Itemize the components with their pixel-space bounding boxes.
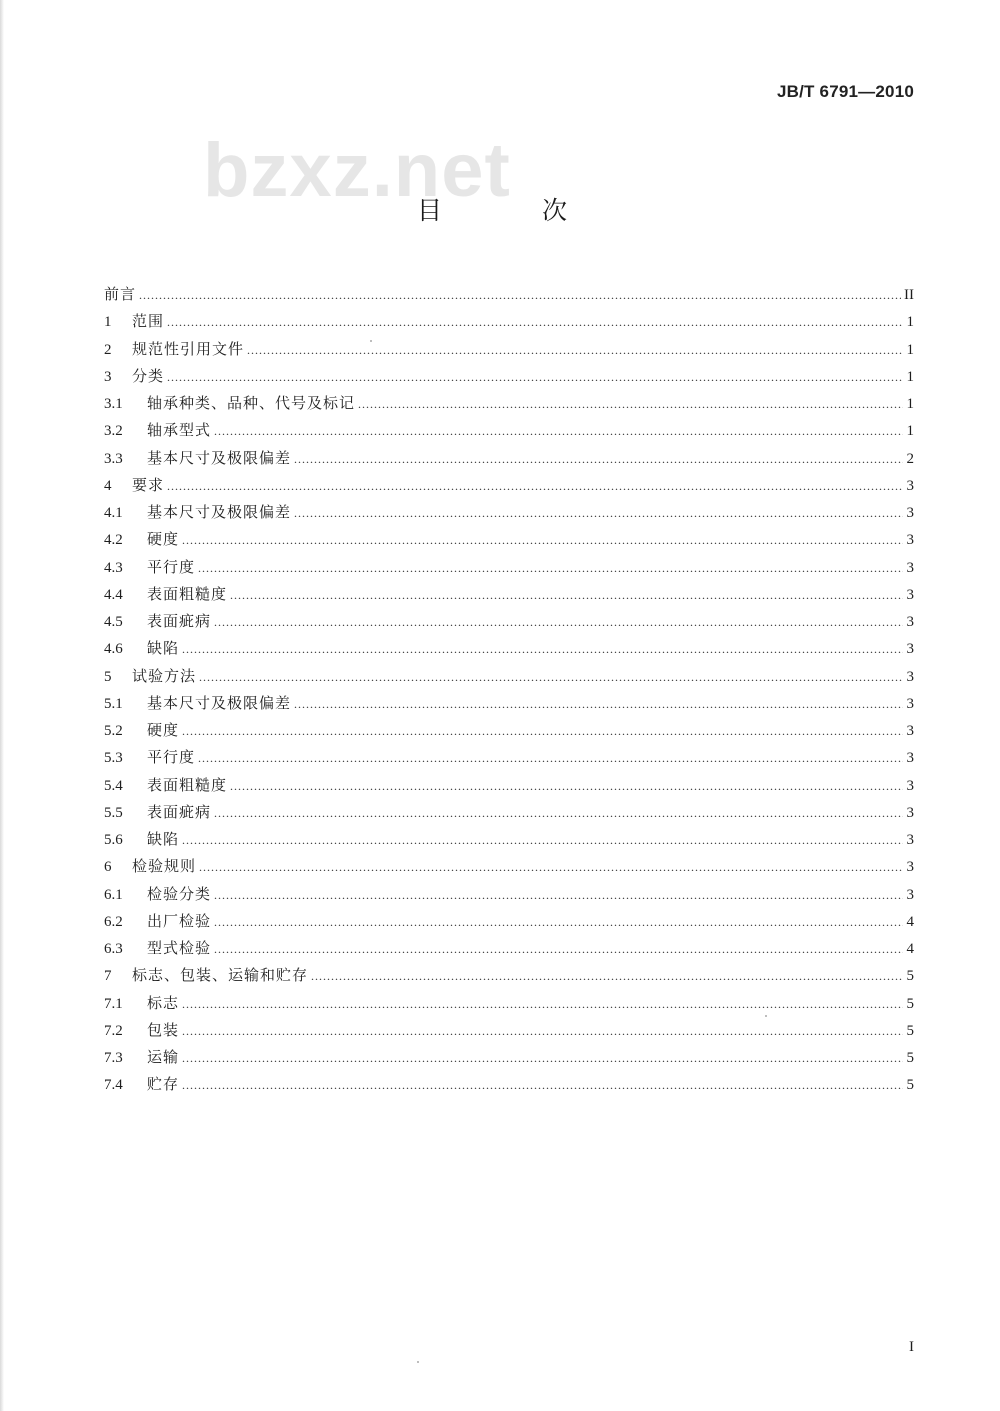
toc-dot-leader	[182, 718, 903, 745]
toc-title: 目 次	[417, 196, 613, 225]
toc-entry-page: 3	[906, 886, 914, 903]
toc-entry-page: 3	[906, 532, 914, 549]
toc-dot-leader	[214, 909, 903, 936]
toc-entry-page: 5	[906, 1050, 914, 1066]
toc-entry-label: 贮存	[147, 1075, 180, 1094]
toc-entry-number: 6.2	[104, 913, 123, 930]
toc-entry-page: 1	[906, 341, 914, 358]
toc-entry[interactable]	[104, 690, 914, 717]
toc-entry-number: 3	[104, 368, 112, 385]
toc-entry-label: 轴承种类、品种、代号及标记	[147, 394, 356, 412]
toc-entry[interactable]	[104, 881, 914, 908]
toc-entry-label: 表面粗糙度	[147, 584, 228, 603]
toc-entry-label: 表面粗糙度	[147, 775, 228, 794]
toc-entry-number: 5.5	[104, 804, 123, 821]
toc-entry-page: 3	[906, 559, 914, 576]
toc-entry-label: 平行度	[147, 748, 196, 767]
toc-entry[interactable]	[104, 445, 914, 472]
toc-entry[interactable]	[104, 472, 914, 499]
toc-entry-number: 4.2	[104, 532, 123, 549]
watermark: bzxz.net	[203, 128, 511, 213]
toc-entry-page: 3	[906, 695, 914, 712]
toc-entry[interactable]	[104, 826, 914, 853]
toc-entry-label: 基本尺寸及极限偏差	[147, 503, 292, 521]
toc-entry-page: 1	[906, 423, 914, 440]
toc-entry[interactable]	[104, 417, 914, 444]
toc-entry-page: 3	[906, 859, 914, 876]
toc-entry-number: 7	[104, 968, 112, 985]
toc-dot-leader	[139, 282, 901, 309]
toc-dot-leader	[230, 582, 903, 609]
toc-dot-leader	[199, 854, 903, 881]
toc-dot-leader	[214, 936, 903, 963]
toc-entry-number: 6.1	[104, 886, 123, 903]
toc-dot-leader	[182, 636, 903, 663]
toc-entry-label: 标志、包装、运输和贮存	[132, 966, 309, 985]
toc-entry[interactable]	[104, 336, 914, 363]
toc-entry-label: 检验规则	[132, 857, 197, 876]
toc-entry-label: 基本尺寸及极限偏差	[147, 693, 292, 712]
toc-entry-page: 2	[906, 450, 914, 467]
toc-entry-number: 5	[104, 668, 112, 685]
toc-entry-label: 硬度	[147, 721, 180, 739]
toc-entry-page: 5	[906, 1077, 914, 1094]
toc-entry-number: 2	[104, 341, 112, 358]
toc-entry-page: 3	[906, 614, 914, 630]
table-of-contents	[104, 281, 914, 1099]
toc-dot-leader	[182, 527, 903, 554]
toc-entry[interactable]	[104, 663, 914, 690]
toc-dot-leader	[311, 963, 903, 990]
toc-dot-leader	[198, 555, 903, 582]
toc-entry[interactable]	[104, 744, 914, 771]
toc-entry-page: 5	[906, 1022, 914, 1039]
toc-entry-label: 要求	[132, 475, 165, 494]
toc-entry-page: 5	[906, 995, 914, 1012]
toc-entry-page: 3	[906, 777, 914, 794]
toc-entry[interactable]	[104, 1071, 914, 1098]
toc-entry-number: 5.1	[104, 695, 123, 712]
page-number: I	[909, 1339, 914, 1355]
toc-entry-label: 平行度	[147, 557, 196, 576]
toc-entry-number: 5.2	[104, 723, 123, 739]
scan-speck	[417, 1361, 419, 1363]
toc-dot-leader	[230, 773, 903, 800]
toc-dot-leader	[294, 691, 903, 718]
toc-entry-page: 1	[906, 396, 914, 412]
toc-entry-label: 运输	[147, 1048, 180, 1066]
toc-entry-number: 6	[104, 859, 112, 876]
toc-entry-label: 基本尺寸及极限偏差	[147, 448, 292, 467]
toc-entry-label: 标志	[147, 993, 180, 1012]
toc-entry-label: 表面疵病	[147, 612, 212, 630]
toc-entry[interactable]	[104, 308, 914, 335]
toc-dot-leader	[214, 800, 903, 827]
toc-dot-leader	[182, 827, 903, 854]
toc-entry-label: 包装	[147, 1020, 180, 1039]
toc-entry[interactable]	[104, 853, 914, 880]
toc-entry-number: 5.4	[104, 777, 123, 794]
toc-entry-page: 3	[906, 586, 914, 603]
toc-entry-number: 5.3	[104, 750, 123, 767]
toc-entry[interactable]	[104, 799, 914, 826]
toc-entry-number: 4.1	[104, 505, 123, 521]
toc-dot-leader	[247, 337, 903, 364]
document-code: JB/T 6791—2010	[777, 82, 914, 101]
toc-entry-page: 1	[906, 368, 914, 385]
toc-dot-leader	[182, 991, 903, 1018]
toc-entry-number: 7.4	[104, 1077, 123, 1094]
toc-entry-number: 3.2	[104, 423, 123, 440]
toc-entry-page: 3	[906, 505, 914, 521]
toc-entry-page: 3	[906, 804, 914, 821]
toc-entry-number: 4.3	[104, 559, 123, 576]
toc-entry-number: 3.3	[104, 450, 123, 467]
toc-dot-leader	[167, 364, 903, 391]
toc-entry-page: 3	[906, 477, 914, 494]
toc-dot-leader	[167, 473, 903, 500]
toc-dot-leader	[214, 609, 903, 636]
toc-entry-page: 3	[906, 832, 914, 848]
toc-entry-number: 4.6	[104, 641, 123, 658]
toc-entry-label: 检验分类	[147, 884, 212, 903]
toc-dot-leader	[182, 1045, 903, 1072]
toc-dot-leader	[199, 664, 903, 691]
toc-dot-leader	[358, 391, 903, 418]
toc-entry[interactable]	[104, 554, 914, 581]
toc-entry-page: 4	[906, 913, 914, 930]
toc-entry[interactable]	[104, 717, 914, 744]
toc-dot-leader	[198, 745, 903, 772]
toc-dot-leader	[294, 500, 903, 527]
toc-entry[interactable]	[104, 935, 914, 962]
toc-entry-number: 7.2	[104, 1022, 123, 1039]
toc-entry[interactable]	[104, 526, 914, 553]
toc-entry-label: 范围	[132, 312, 165, 331]
toc-entry[interactable]	[104, 581, 914, 608]
toc-entry-label: 缺陷	[147, 830, 180, 848]
toc-entry-label: 轴承型式	[147, 421, 212, 440]
toc-entry[interactable]	[104, 281, 914, 308]
toc-entry-page: 4	[906, 941, 914, 957]
toc-entry-number: 1	[104, 314, 112, 331]
toc-entry-number: 4.4	[104, 586, 123, 603]
toc-dot-leader	[294, 446, 903, 473]
toc-entry-number: 7.3	[104, 1050, 123, 1066]
toc-entry[interactable]	[104, 772, 914, 799]
toc-entry[interactable]	[104, 990, 914, 1017]
toc-entry[interactable]	[104, 1044, 914, 1071]
toc-entry-page: 3	[906, 641, 914, 658]
toc-entry-number: 3.1	[104, 396, 123, 412]
toc-entry-label: 表面疵病	[147, 802, 212, 821]
toc-dot-leader	[214, 418, 903, 445]
toc-entry-number: 4.5	[104, 614, 123, 630]
toc-entry-page: 3	[906, 723, 914, 739]
toc-entry-label: 分类	[132, 366, 165, 385]
toc-entry[interactable]	[104, 1017, 914, 1044]
toc-entry[interactable]	[104, 390, 914, 417]
toc-entry[interactable]	[104, 499, 914, 526]
toc-entry[interactable]	[104, 608, 914, 635]
toc-dot-leader	[182, 1018, 903, 1045]
toc-entry-number: 7.1	[104, 995, 123, 1012]
toc-dot-leader	[214, 882, 903, 909]
toc-entry-label: 试验方法	[132, 666, 197, 685]
toc-entry-number: 6.3	[104, 941, 123, 957]
toc-entry-page: 3	[906, 668, 914, 685]
toc-entry-label: 型式检验	[147, 939, 212, 957]
toc-entry-label: 硬度	[147, 530, 180, 549]
scan-speck	[370, 340, 372, 342]
toc-entry-label: 前言	[104, 285, 137, 303]
toc-dot-leader	[167, 309, 903, 336]
toc-entry-number: 5.6	[104, 832, 123, 848]
toc-dot-leader	[182, 1072, 903, 1099]
toc-entry-number: 4	[104, 477, 112, 494]
toc-entry[interactable]	[104, 363, 914, 390]
toc-entry-page: 3	[906, 750, 914, 767]
toc-entry-page: 5	[906, 968, 914, 985]
toc-entry-label: 规范性引用文件	[132, 339, 245, 358]
toc-entry[interactable]	[104, 908, 914, 935]
toc-entry-page: II	[904, 287, 914, 303]
toc-entry[interactable]	[104, 635, 914, 662]
toc-entry-page: 1	[906, 314, 914, 331]
toc-entry[interactable]	[104, 962, 914, 989]
toc-entry-label: 缺陷	[147, 639, 180, 658]
scan-speck	[765, 1015, 767, 1017]
toc-entry-label: 出厂检验	[147, 911, 212, 930]
